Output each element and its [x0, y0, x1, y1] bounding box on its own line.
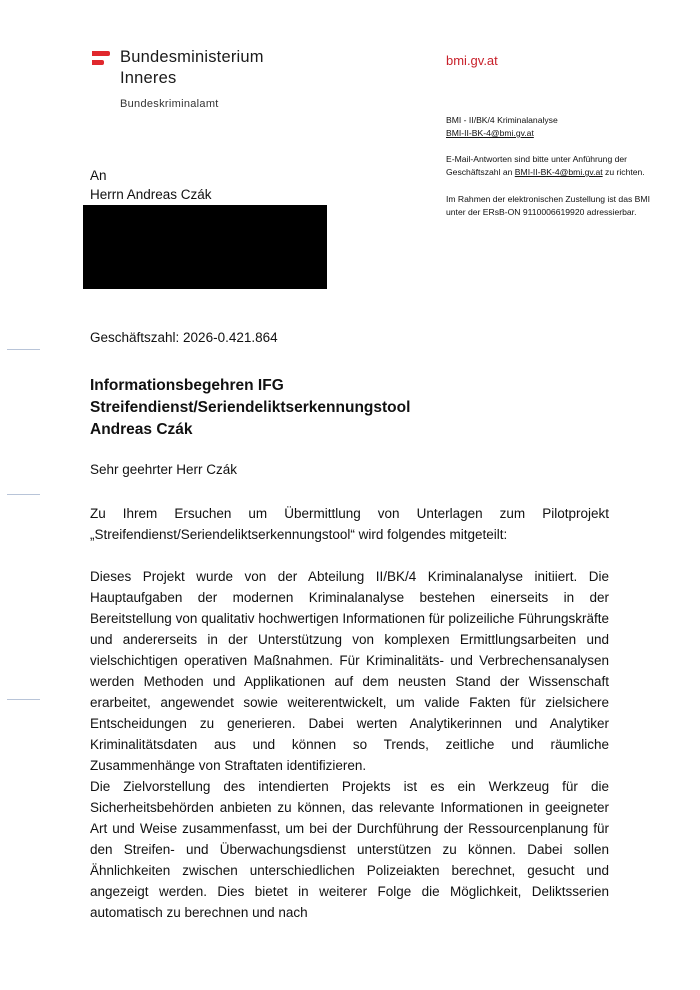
logo-line-2: Inneres [120, 69, 177, 87]
salutation: Sehr geehrter Herr Czák [90, 462, 238, 477]
body-paragraph-1: Zu Ihrem Ersuchen um Übermittlung von Unterlagen zum Pilotprojekt „Streifendienst/Seriendeliktserkennungstool“ wird folgendes mitgeteilt: [90, 506, 609, 542]
recipient-to-label: An [90, 168, 107, 183]
recipient-name: Herrn Andreas Czák [90, 187, 212, 202]
body-paragraph-2: Dieses Projekt wurde von der Abteilung II/BK/4 Kriminalanalyse initiiert. Die Hauptaufgaben der modernen Kriminalanalyse bestehen einerseits in der Bereitstellung von qualitativ hochwertigen Informationen für polizeiliche Führungskräfte und andererseits in der Unterstützung von komplexen Ermittlungsarbeiten und vielschichtigen operativen Maßnahmen. Für Kriminalitäts- und Verbrechensanalysen werden Methoden und Applikationen auf dem neusten Stand der Wissenschaft erarbeitet, angewendet sowie weiterentwickelt, um valide Fakten für zielsichere Entscheidungen zu generieren. Dabei werten Analytikerinnen und Analytiker Kriminalitätsdaten aus und können so Trends, zeitliche und räumliche Zusammenhänge von Straftaten identifizieren. [90, 569, 609, 773]
logo-line-1: Bundesministerium [120, 48, 264, 66]
ministry-logo-text [120, 47, 264, 89]
fold-mark [7, 349, 40, 350]
subject-line-1: Informationsbegehren IFG [90, 377, 284, 394]
fold-mark [7, 494, 40, 495]
fold-mark [7, 699, 40, 700]
subject-line-3: Andreas Czák [90, 421, 193, 438]
reply-instructions-line1: E-Mail-Antworten sind bitte unter Anführung der [446, 154, 628, 164]
reply-email-link[interactable]: BMI-II-BK-4@bmi.gv.at [514, 167, 603, 177]
body-paragraph-3: Die Zielvorstellung des intendierten Projekts ist es ein Werkzeug für die Sicherheitsbehörden anbieten zu können, das relevante Informationen in geeigneter Art und Weise zusammenfasst, um bei der Durchführung der Ressourcenplanung für den Streifen- und Überwachungsdienst unterstützen zu können. Dabei sollen Ähnlichkeiten zwischen unterschiedlichen Polizeiakten berechnet, gesucht und angezeigt werden. Dies bietet in weiterer Folge die Möglichkeit, Deliktsserien automatisch zu berechnen und nach [90, 779, 609, 920]
logo-subtitle: Bundeskriminalamt [120, 98, 219, 110]
delivery-line-1: Im Rahmen der elektronischen Zustellung ist das BMI [446, 194, 650, 204]
sender-department-block [446, 114, 558, 140]
sender-email-link[interactable]: BMI-II-BK-4@bmi.gv.at [446, 128, 534, 138]
sender-department: BMI - II/BK/4 Kriminalanalyse [446, 115, 558, 125]
delivery-line-2: unter der ERsB-ON 9110006619920 adressierbar. [446, 207, 637, 217]
subject-heading [90, 375, 410, 441]
reply-instructions-text: Geschäftszahl an [446, 167, 513, 177]
electronic-delivery-note [446, 193, 650, 219]
reply-instructions [446, 153, 645, 179]
reference-number: Geschäftszahl: 2026-0.421.864 [90, 330, 278, 345]
austrian-flag-icon [92, 51, 110, 69]
letter-body [90, 503, 609, 923]
site-url-link[interactable]: bmi.gv.at [446, 53, 498, 68]
subject-line-2: Streifendienst/Seriendeliktserkennungstool [90, 399, 411, 416]
recipient-block [90, 166, 212, 204]
redacted-address-box [83, 205, 327, 289]
reply-instructions-end: zu richten. [605, 167, 645, 177]
